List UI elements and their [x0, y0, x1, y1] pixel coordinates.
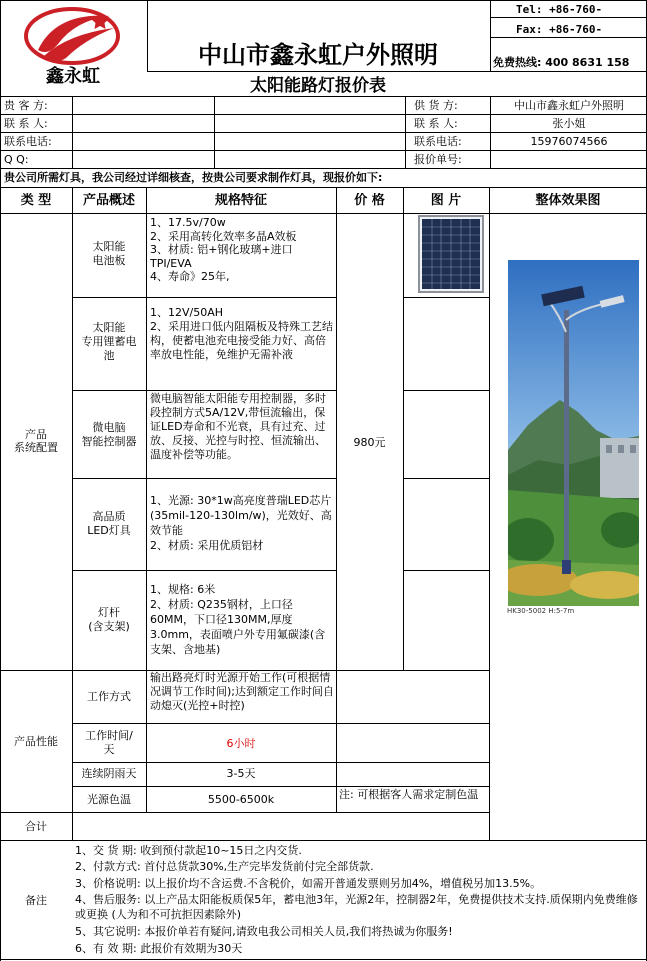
- remark-item: 4、售后服务: 以上产品太阳能板质保5年，蓄电池3年，光源2年，控制器2年，免费提供技术支持.质保期内免费维修或更换 (人为和不可抗拒因素除外): [75, 893, 638, 921]
- component-name: 高品质 LED灯具: [87, 510, 131, 537]
- component-name: 太阳能 专用锂蓄电 池: [81, 321, 137, 362]
- col-header-overview: 产品概述: [82, 193, 135, 208]
- company-logo: [14, 4, 132, 92]
- total-label: 合计: [25, 820, 47, 833]
- component-spec: 1、规格: 6米 2、材质: Q235钢材，上口径60MM，下口径130MM,厚度3.0mm，表面喷户外专用氟碳漆(含支架、含地基): [150, 583, 326, 656]
- perf-label: 工作时间/ 天: [85, 729, 133, 756]
- perf-label: 连续阴雨天: [81, 767, 137, 780]
- company-title: 中山市鑫永虹户外照明: [198, 40, 438, 69]
- effect-caption: HK30-5002 H:5-7m: [507, 607, 575, 615]
- logo-text: 鑫永虹: [46, 66, 100, 87]
- remark-item: 3、价格说明: 以上报价均不含运费.不含税价，如需开普通发票则另加4%，增值税另加13.5%。: [75, 877, 542, 890]
- hotline-text: 免费热线: 400 8631 158: [493, 56, 630, 69]
- config-group-label: 产品 系统配置: [14, 428, 58, 454]
- client-label: 联系电话:: [4, 135, 52, 148]
- perf-note: 注: 可根据客人需求定制色温: [339, 788, 479, 801]
- component-name: 微电脑 智能控制器: [81, 421, 137, 448]
- col-header-image: 图 片: [430, 193, 462, 208]
- supplier-label: 联 系 人:: [414, 117, 458, 130]
- client-label: Q Q:: [4, 153, 29, 166]
- supplier-value: 15976074566: [530, 135, 608, 148]
- component-spec: 1、光源: 30*1w高亮度普瑞LED芯片 (35mil-120-130lm/w)，光效好、高效节能 2、材质: 采用优质铝材: [150, 494, 332, 552]
- perf-value: 输出路亮灯时光源开始工作(可根据情况调节工作时间);达到额定工作时间自动熄灭(光控+时控): [150, 671, 334, 712]
- component-spec: 微电脑智能太阳能专用控制器，多时段控制方式5A/12V,带恒流输出，保证LED寿命和不光衰，具有过充、过放、反接、光控与时控、恒流输出、温度补偿等功能。: [150, 392, 326, 461]
- component-name: 太阳能 电池板: [92, 240, 126, 267]
- perf-value: 3-5天: [226, 767, 256, 780]
- fax-text: Fax: +86-760-: [516, 23, 603, 36]
- component-spec: 1、12V/50AH 2、采用进口低内阻隔板及特殊工艺结构，使蓄电池充电接受能力好、高倍率放电性能，免维护无需补液: [150, 306, 333, 361]
- col-header-price: 价 格: [354, 193, 385, 208]
- supplier-label: 报价单号:: [414, 153, 462, 166]
- price-value: 980元: [353, 436, 386, 449]
- supplier-label: 联系电话:: [414, 135, 462, 148]
- remark-item: 1、交 货 期: 收到预付款起10~15日之内交货.: [75, 844, 302, 857]
- remark-item: 2、付款方式: 首付总货款30%,生产完毕发货前付完全部货款.: [75, 860, 374, 873]
- remark-item: 6、有 效 期: 此报价有效期为30天: [75, 942, 243, 955]
- perf-value: 5500-6500k: [207, 793, 275, 806]
- col-header-type: 类 型: [20, 193, 52, 208]
- client-label: 联 系 人:: [4, 117, 48, 130]
- component-spec: 1、17.5v/70w 2、采用高转化效率多晶A效板 3、材质: 铝+钢化玻璃+进口TPI/EVA 4、寿命》25年,: [150, 216, 297, 283]
- street-light-effect-image: [508, 260, 639, 606]
- supplier-value: 张小姐: [552, 117, 586, 130]
- sheet-title: 太阳能路灯报价表: [250, 76, 386, 96]
- solar-panel-image: [418, 215, 484, 293]
- col-header-spec: 规格特征: [214, 193, 267, 208]
- notice-text: 贵公司所需灯具，我公司经过详细核查，按贵公司要求制作灯具，现报价如下:: [4, 171, 383, 184]
- remark-item: 5、其它说明: 本报价单若有疑问,请致电我公司相关人员,我们将热诚为你服务!: [75, 925, 453, 938]
- remarks-label: 备注: [25, 894, 47, 907]
- tel-text: Tel: +86-760-: [516, 3, 603, 16]
- client-label: 贵 客 方:: [4, 99, 48, 112]
- col-header-effect: 整体效果图: [535, 193, 601, 208]
- supplier-value: 中山市鑫永虹户外照明: [514, 99, 624, 112]
- perf-value: 6小时: [226, 737, 256, 750]
- supplier-label: 供 货 方:: [414, 99, 458, 112]
- perf-label: 工作方式: [87, 690, 131, 703]
- component-name: 灯杆 (含支架): [88, 606, 130, 633]
- perf-label: 光源色温: [87, 793, 131, 806]
- perf-group-label: 产品性能: [14, 735, 58, 748]
